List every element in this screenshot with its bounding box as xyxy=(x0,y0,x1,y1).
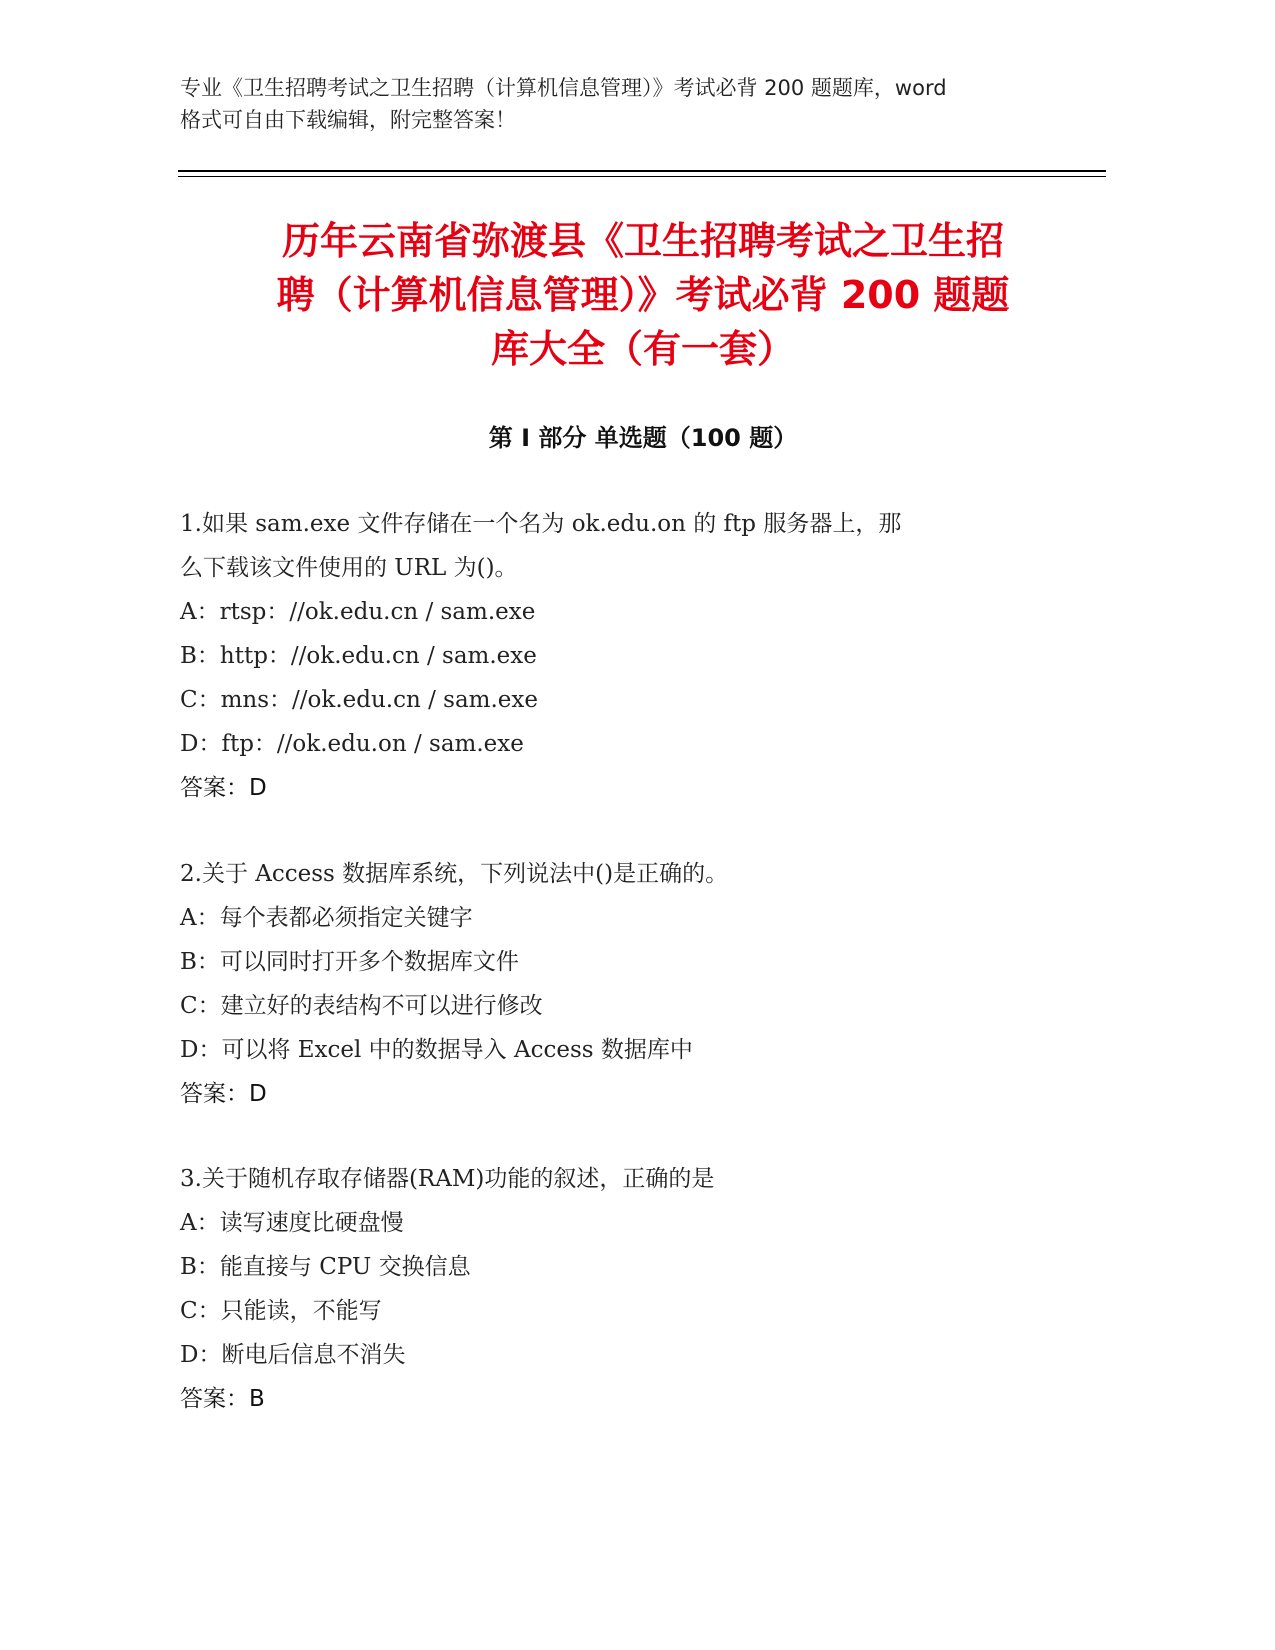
option-b xyxy=(180,940,1080,984)
option-text: 读写速度比硬盘慢 xyxy=(219,1210,404,1236)
option-letter: B： xyxy=(180,949,220,975)
option-d xyxy=(180,1028,1080,1072)
option-letter: A： xyxy=(180,599,220,625)
option-letter: A： xyxy=(180,905,220,931)
question-stem-continued: 么下载该文件使用的 URL 为()。 xyxy=(180,555,518,581)
option-d xyxy=(180,1333,1080,1377)
header-note xyxy=(180,72,1080,136)
question-stem: 1.如果 sam.exe 文件存储在一个名为 ok.edu.on 的 ftp 服务器上，那 xyxy=(180,511,902,537)
option-text: rtsp：//ok.edu.cn / sam.exe xyxy=(219,599,536,625)
section-heading: 第 I 部分 单选题（100 题） xyxy=(488,424,798,452)
title-line-1: 历年云南省弥渡县《卫生招聘考试之卫生招 xyxy=(281,219,1004,263)
document-title xyxy=(178,214,1108,376)
option-text: 可以同时打开多个数据库文件 xyxy=(219,949,519,975)
option-a xyxy=(180,1201,1080,1245)
option-a xyxy=(180,590,1080,634)
question-2 xyxy=(180,852,1080,1116)
header-divider-thick xyxy=(178,170,1106,172)
option-a xyxy=(180,896,1080,940)
option-letter: C： xyxy=(180,687,221,713)
answer: 答案：B xyxy=(180,1386,265,1412)
option-letter: A： xyxy=(180,1210,220,1236)
option-text: http：//ok.edu.cn / sam.exe xyxy=(219,643,537,669)
option-text: 可以将 Excel 中的数据导入 Access 数据库中 xyxy=(221,1037,693,1063)
title-line-2: 聘（计算机信息管理）》考试必背 200 题题 xyxy=(276,273,1010,317)
option-d xyxy=(180,722,1080,766)
question-stem: 2.关于 Access 数据库系统，下列说法中()是正确的。 xyxy=(180,861,729,887)
question-stem: 3.关于随机存取存储器(RAM)功能的叙述，正确的是 xyxy=(180,1166,715,1192)
option-text: mns：//ok.edu.cn / sam.exe xyxy=(220,687,538,713)
answer: 答案：D xyxy=(180,775,267,801)
option-b xyxy=(180,1245,1080,1289)
header-note-line-1: 专业《卫生招聘考试之卫生招聘（计算机信息管理）》考试必背 200 题题库，word xyxy=(180,76,947,100)
option-letter: B： xyxy=(180,1254,220,1280)
question-3 xyxy=(180,1157,1080,1421)
option-text: 每个表都必须指定关键字 xyxy=(219,905,473,931)
option-text: 只能读，不能写 xyxy=(220,1298,382,1324)
option-letter: C： xyxy=(180,993,221,1019)
option-letter: D： xyxy=(180,1342,222,1368)
answer: 答案：D xyxy=(180,1081,267,1107)
option-c xyxy=(180,678,1080,722)
option-text: 能直接与 CPU 交换信息 xyxy=(219,1254,471,1280)
question-1 xyxy=(180,502,1080,810)
option-c xyxy=(180,984,1080,1028)
option-text: 建立好的表结构不可以进行修改 xyxy=(220,993,543,1019)
option-c xyxy=(180,1289,1080,1333)
title-line-3: 库大全（有一套） xyxy=(490,327,795,371)
option-letter: D： xyxy=(180,1037,222,1063)
option-letter: B： xyxy=(180,643,220,669)
option-text: 断电后信息不消失 xyxy=(221,1342,406,1368)
option-letter: C： xyxy=(180,1298,221,1324)
option-b xyxy=(180,634,1080,678)
option-letter: D： xyxy=(180,731,222,757)
option-text: ftp：//ok.edu.on / sam.exe xyxy=(221,731,524,757)
header-divider-thin xyxy=(178,176,1106,177)
header-note-line-2: 格式可自由下载编辑，附完整答案！ xyxy=(180,108,516,132)
